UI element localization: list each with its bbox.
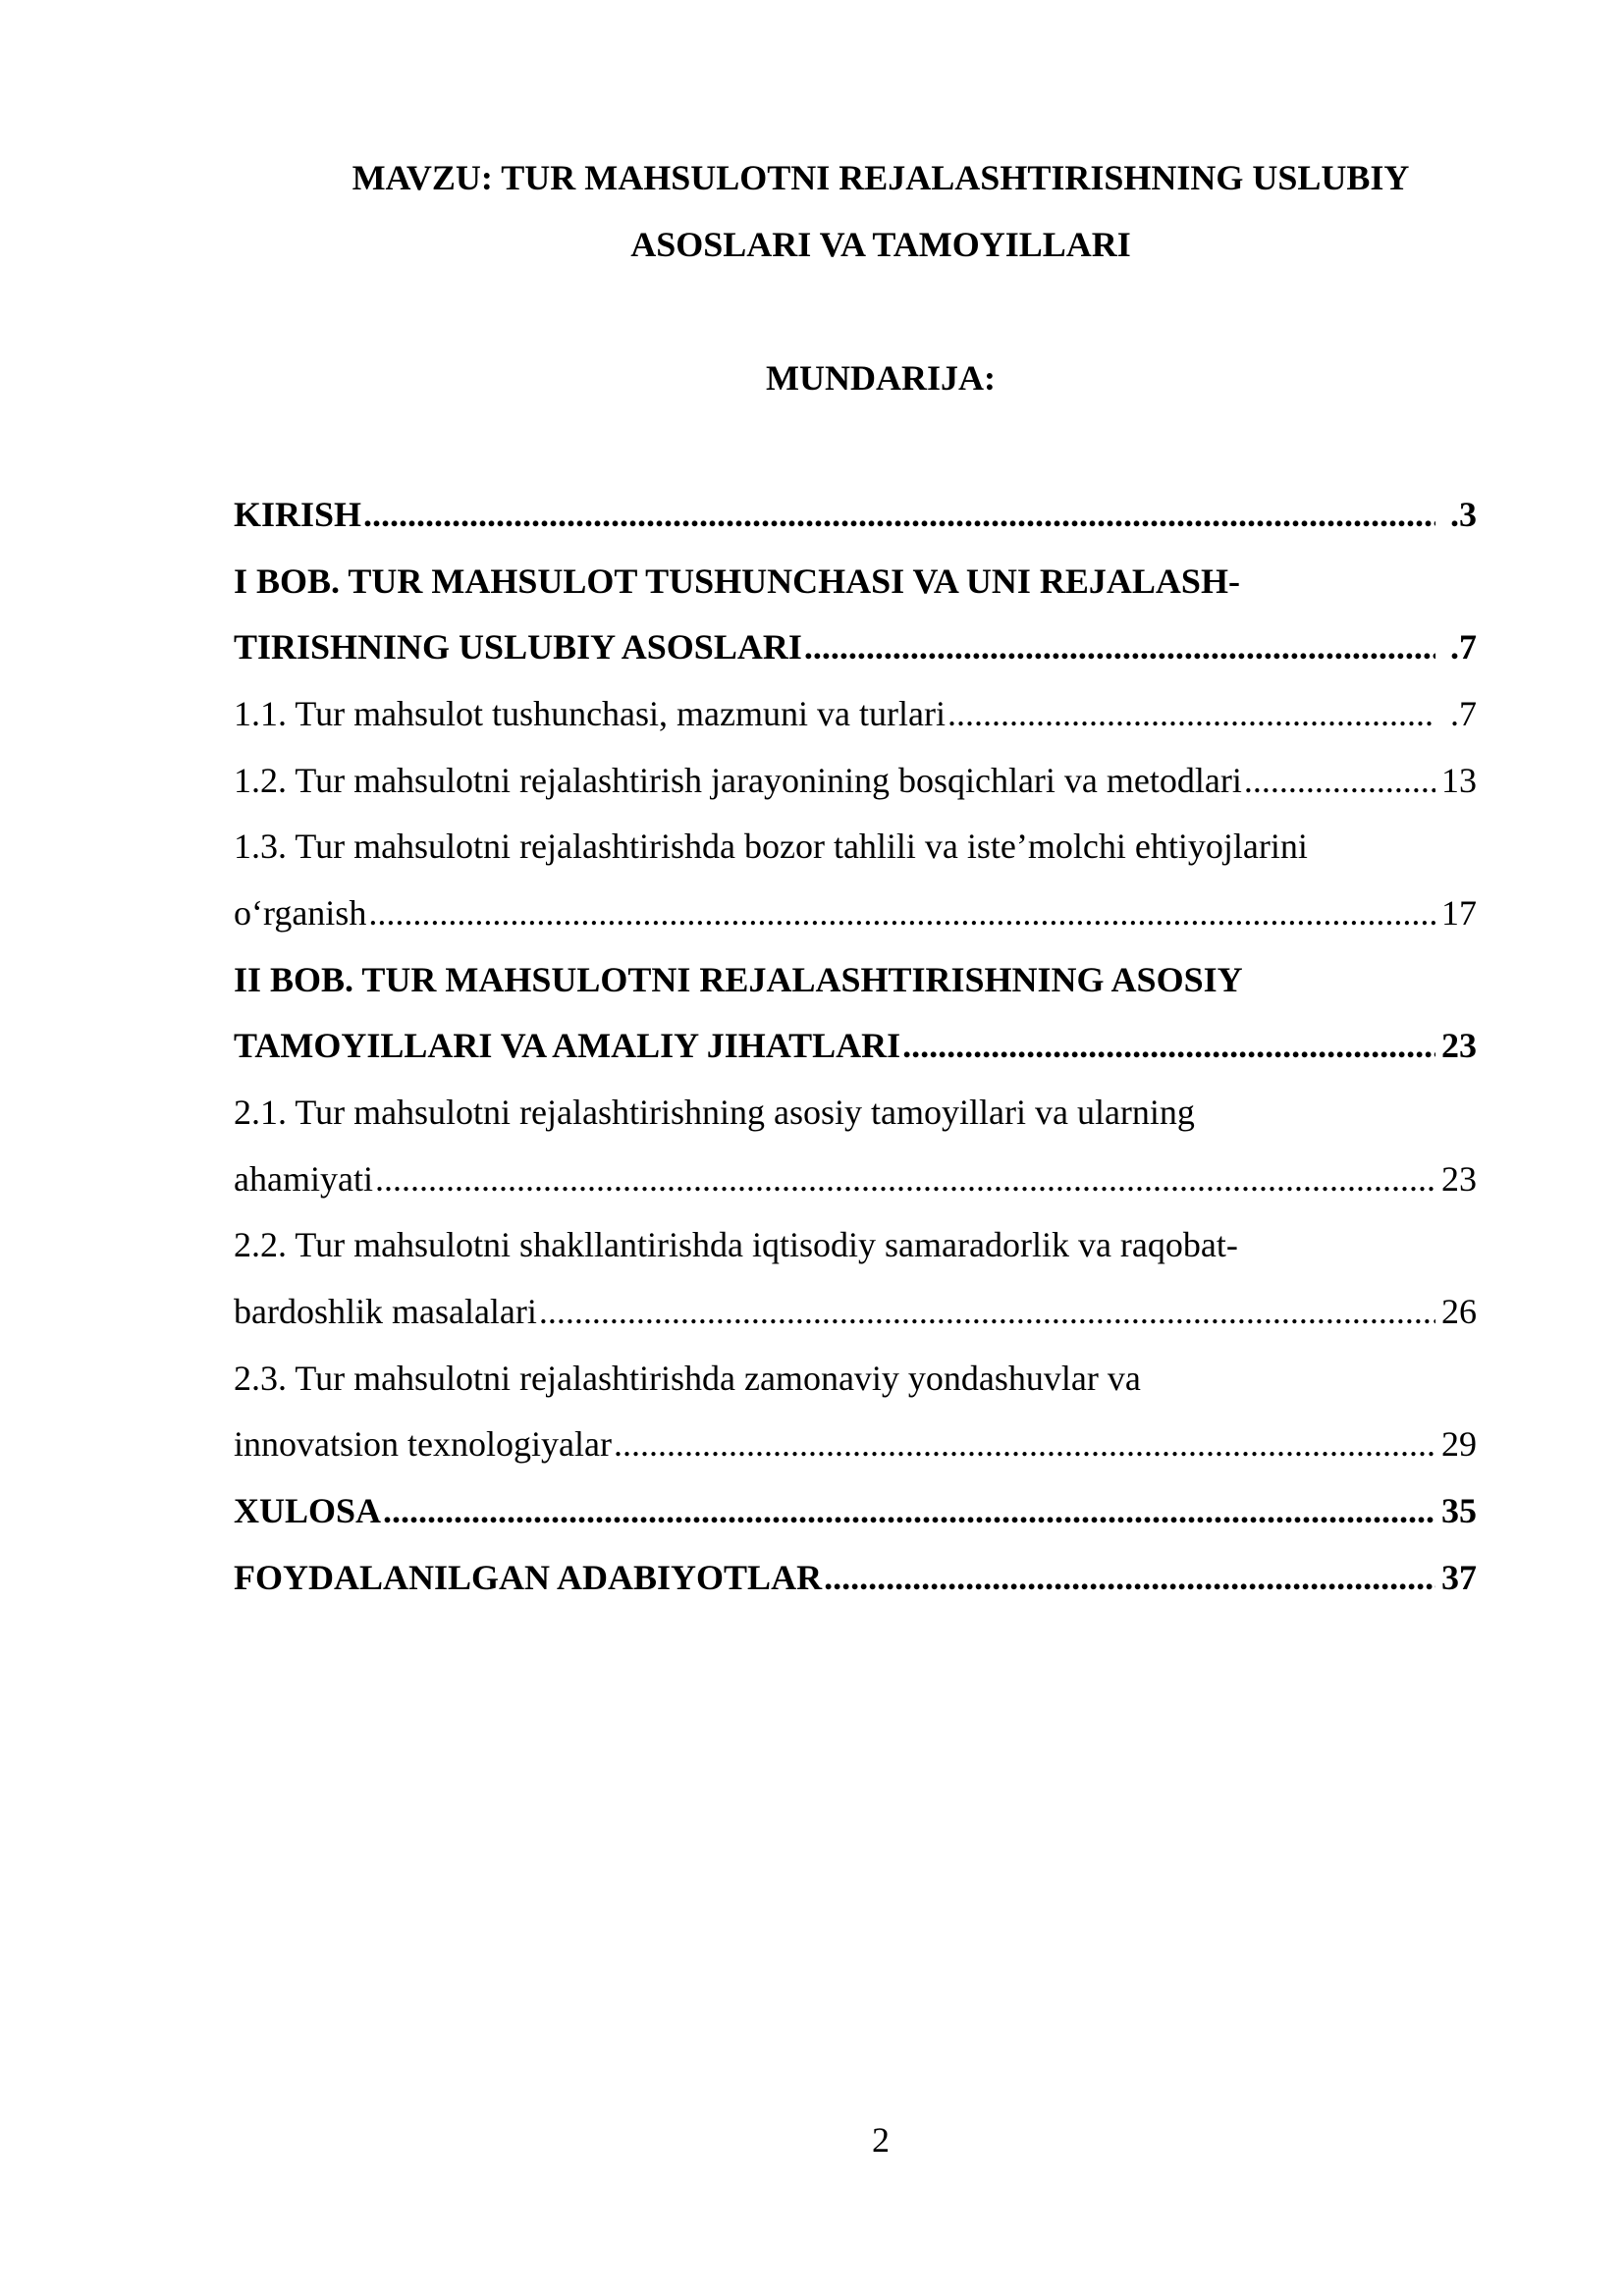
toc-entry-text: ahamiyati [234,1158,373,1199]
toc-entry[interactable] [234,1412,1477,1478]
document-title-line-1: MAVZU: TUR MAHSULOTNI REJALASHTIRISHNING USLUBIY [352,158,1410,197]
toc-entry-text: 2.2. Tur mahsulotni shakllantirishda iqtisodiy samaradorlik va raqobat- [234,1225,1238,1265]
toc-entry-text: I BOB. TUR MAHSULOT TUSHUNCHASI VA UNI REJALASH- [234,561,1240,601]
toc-entry-page: 29 [1441,1424,1477,1465]
toc-entry-text: innovatsion texnologiyalar [234,1424,612,1465]
toc-entry-page: 23 [1441,1158,1477,1199]
toc-entry-text: 1.3. Tur mahsulotni rejalashtirishda bozor tahlili va iste’molchi ehtiyojlarini [234,827,1308,867]
toc-entry[interactable] [234,747,1477,814]
toc-entry-text: o‘rganish [234,892,367,933]
toc-dot-leader [824,1560,1435,1595]
toc-entry-text: 1.2. Tur mahsulotni rejalashtirish jarayonining bosqichlari va metodlari [234,760,1242,800]
toc-entry[interactable] [234,1212,1477,1279]
toc-entry[interactable] [234,880,1477,946]
toc-dot-leader [363,497,1435,532]
toc-entry-page: 17 [1441,892,1477,933]
toc-dot-leader [375,1161,1435,1197]
toc-dot-leader [614,1426,1435,1462]
document-title-line-2: ASOSLARI VA TAMOYILLARI [630,225,1131,264]
toc-dot-leader [539,1294,1435,1329]
toc-dot-leader [368,895,1435,931]
toc-entry-text: 2.3. Tur mahsulotni rejalashtirishda zamonaviy yondashuvlar va [234,1358,1141,1398]
page-number: 2 [872,2120,890,2160]
toc-dot-leader [383,1493,1435,1528]
toc-entry-page: 13 [1441,760,1477,800]
toc-entry[interactable] [234,946,1477,1013]
toc-entry[interactable] [234,1079,1477,1146]
toc-entry[interactable] [234,1013,1477,1080]
toc-entry[interactable] [234,813,1477,880]
toc-dot-leader [804,629,1435,665]
toc-entry[interactable] [234,614,1477,680]
toc-dot-leader [902,1028,1435,1063]
toc-entry-page: .7 [1450,627,1477,667]
toc-entry-text: TIRISHNING USLUBIY ASOSLARI [234,627,802,667]
toc-entry-text: TAMOYILLARI VA AMALIY JIHATLARI [234,1026,901,1066]
toc-entry-page: 26 [1441,1292,1477,1332]
contents-heading: MUNDARIJA: [766,358,996,398]
toc-dot-leader [947,696,1435,731]
toc-entry-page: 37 [1441,1557,1477,1597]
toc-entry[interactable] [234,1146,1477,1212]
toc-entry[interactable] [234,481,1477,548]
toc-entry-text: XULOSA [234,1491,382,1531]
table-of-contents [234,481,1477,1611]
toc-entry-text: 2.1. Tur mahsulotni rejalashtirishning asosiy tamoyillari va ularning [234,1093,1195,1133]
toc-entry-text: 1.1. Tur mahsulot tushunchasi, mazmuni va turlari [234,693,946,733]
toc-entry-text: FOYDALANILGAN ADABIYOTLAR [234,1557,823,1597]
toc-entry[interactable] [234,1477,1477,1544]
toc-dot-leader [1244,763,1435,798]
toc-entry-text: bardoshlik masalalari [234,1292,537,1332]
toc-entry[interactable] [234,1544,1477,1611]
toc-entry-text: KIRISH [234,494,362,534]
toc-entry-page: .7 [1450,693,1477,733]
toc-entry-text: II BOB. TUR MAHSULOTNI REJALASHTIRISHNING ASOSIY [234,959,1243,999]
toc-entry[interactable] [234,680,1477,747]
toc-entry-page: 35 [1441,1491,1477,1531]
toc-entry[interactable] [234,1278,1477,1345]
toc-entry-page: .3 [1450,494,1477,534]
toc-entry-page: 23 [1441,1026,1477,1066]
toc-entry[interactable] [234,548,1477,614]
toc-entry[interactable] [234,1345,1477,1412]
